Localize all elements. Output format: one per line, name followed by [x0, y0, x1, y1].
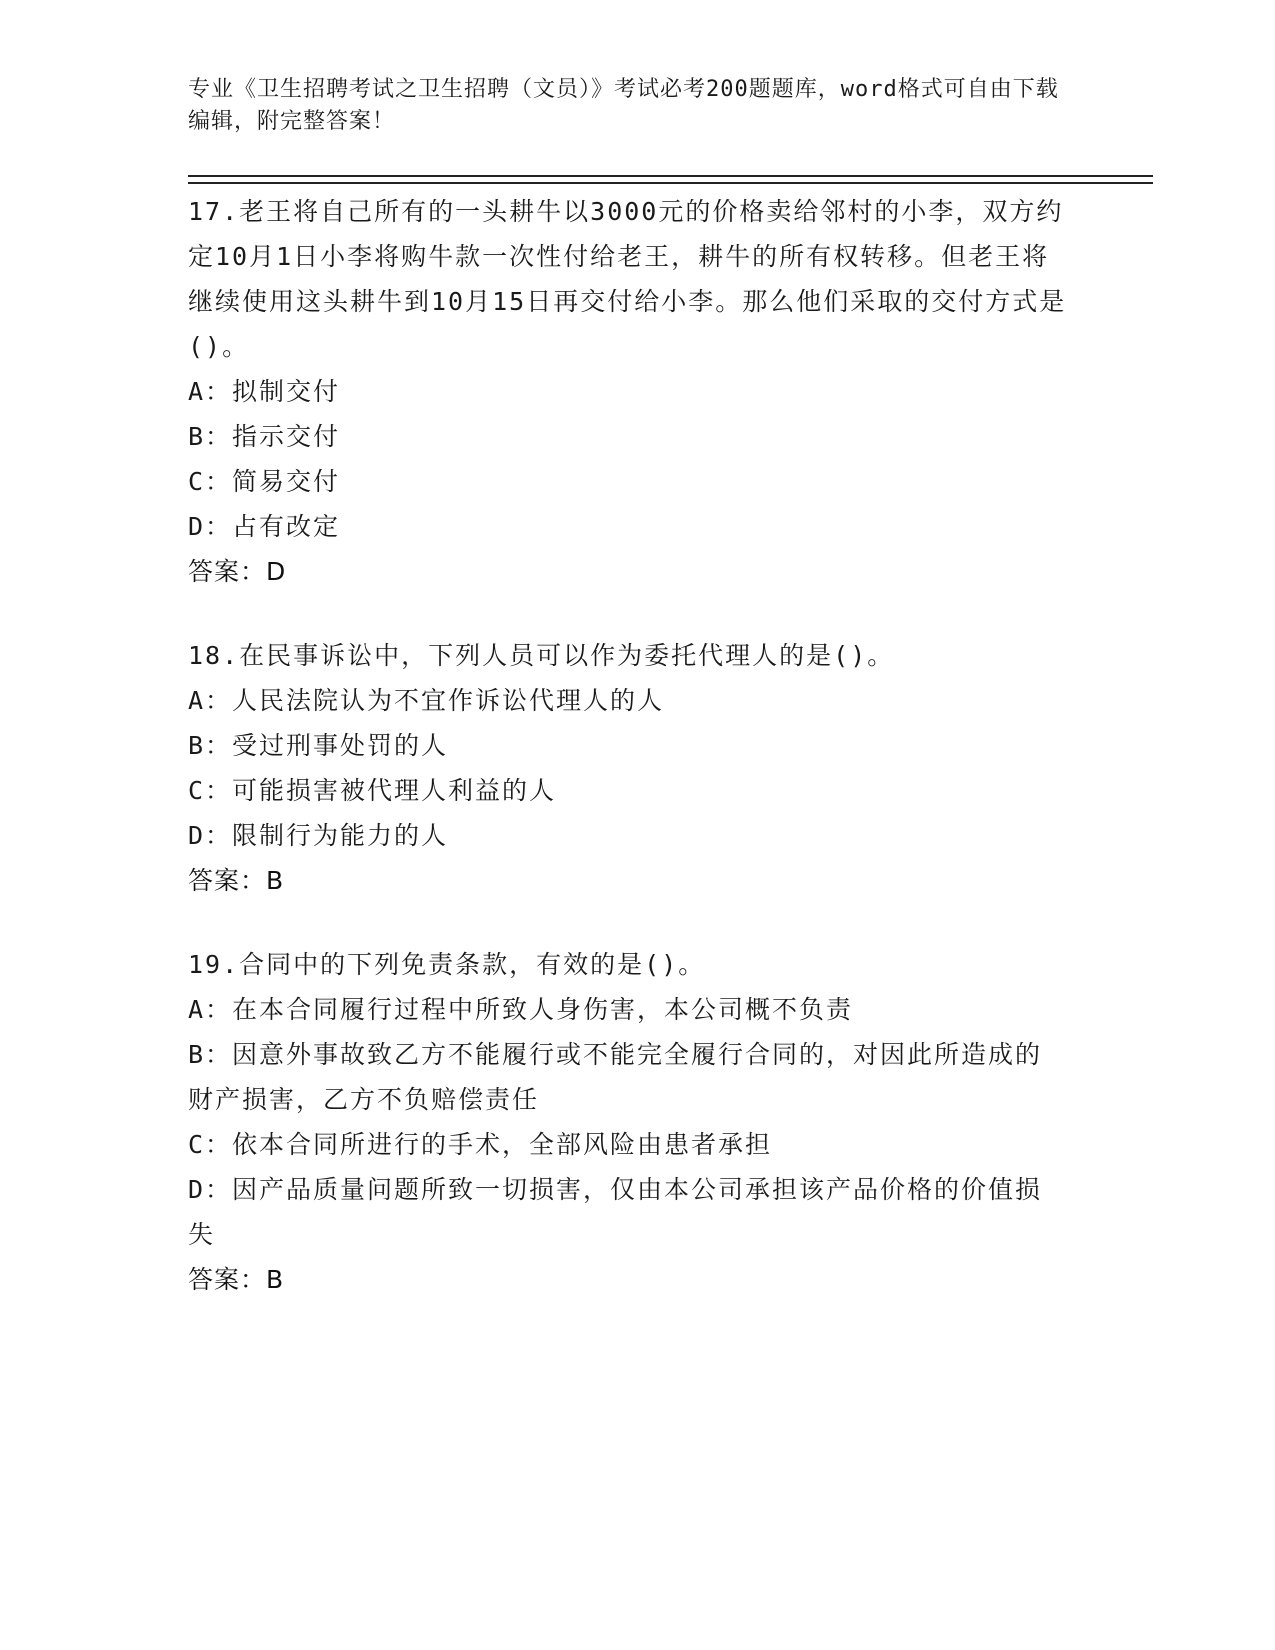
option-b: B：受过刑事处罚的人	[188, 731, 449, 760]
question-18	[188, 633, 1068, 903]
document-header: 专业《卫生招聘考试之卫生招聘（文员）》考试必考200题题库，word格式可自由下载编辑，附完整答案！	[188, 77, 1059, 134]
option-d: D：因产品质量问题所致一切损害，仅由本公司承担该产品价格的价值损失	[188, 1175, 1043, 1249]
option-c: C：依本合同所进行的手术，全部风险由患者承担	[188, 1130, 773, 1159]
option-a: A：在本合同履行过程中所致人身伤害，本公司概不负责	[188, 995, 854, 1024]
answer: 答案：B	[188, 866, 285, 895]
question-stem: 19.合同中的下列免责条款，有效的是()。	[188, 950, 706, 979]
question-17	[188, 189, 1068, 594]
question-19	[188, 942, 1068, 1302]
question-list	[188, 189, 1068, 1341]
answer: 答案：D	[188, 557, 287, 586]
option-c: C：简易交付	[188, 467, 341, 496]
option-c: C：可能损害被代理人利益的人	[188, 776, 557, 805]
header-divider-top	[188, 175, 1153, 177]
header-divider-bottom	[188, 182, 1153, 184]
answer: 答案：B	[188, 1265, 285, 1294]
question-stem: 17.老王将自己所有的一头耕牛以3000元的价格卖给邻村的小李，双方约定10月1日小李将购牛款一次性付给老王，耕牛的所有权转移。但老王将继续使用这头耕牛到10月15日再交付给小李。那么他们采取的交付方式是()。	[188, 197, 1067, 361]
option-d: D：限制行为能力的人	[188, 821, 449, 850]
question-stem: 18.在民事诉讼中，下列人员可以作为委托代理人的是()。	[188, 641, 895, 670]
option-a: A：拟制交付	[188, 377, 341, 406]
option-b: B：指示交付	[188, 422, 341, 451]
option-b: B：因意外事故致乙方不能履行或不能完全履行合同的，对因此所造成的财产损害，乙方不负赔偿责任	[188, 1040, 1043, 1114]
option-a: A：人民法院认为不宜作诉讼代理人的人	[188, 686, 665, 715]
option-d: D：占有改定	[188, 512, 341, 541]
